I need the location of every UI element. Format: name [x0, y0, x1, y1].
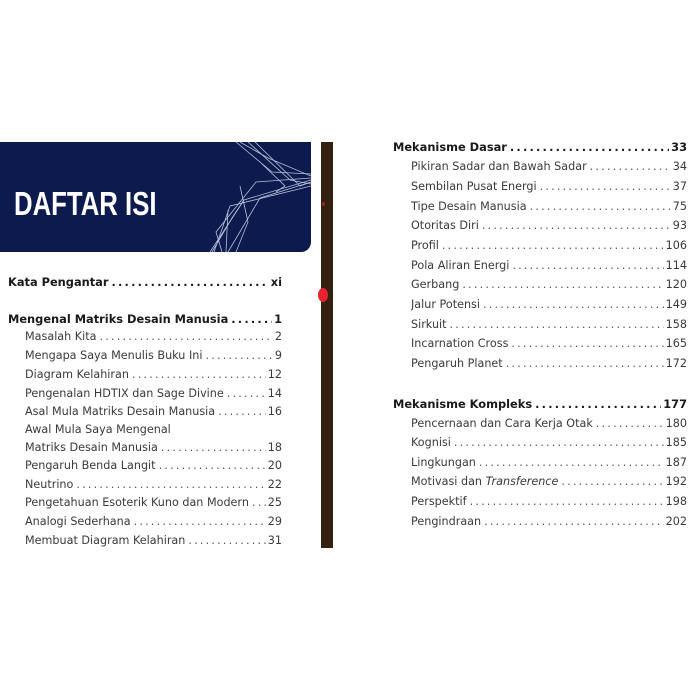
- leader-dots: [511, 336, 663, 352]
- toc-entry-label: Pengaruh Planet: [411, 357, 503, 370]
- toc-entry-page: 31: [267, 534, 282, 547]
- leader-dots: [470, 494, 664, 510]
- toc-entry-label: Pengenalan HDTIX dan Sage Divine: [25, 387, 224, 400]
- toc-entry-label: Sirkuit: [411, 318, 447, 331]
- leader-dots: [442, 238, 664, 254]
- toc-entry-page: 187: [665, 456, 687, 469]
- page-title: DAFTAR ISI: [14, 185, 157, 222]
- toc-entry[interactable]: [411, 336, 687, 352]
- toc-entry[interactable]: [411, 218, 687, 234]
- toc-entry-page: 106: [665, 239, 687, 252]
- toc-entry-page: 93: [672, 219, 687, 232]
- leader-dots: [450, 317, 664, 333]
- toc-entry-label: Kognisi: [411, 436, 451, 449]
- toc-entry-page: 18: [267, 441, 282, 454]
- leader-dots: [218, 404, 266, 420]
- toc-entry[interactable]: [25, 477, 282, 493]
- toc-entry-label: Gerbang: [411, 278, 460, 291]
- toc-entry[interactable]: [25, 495, 282, 511]
- toc-entry-label: Mengapa Saya Menulis Buku Ini: [25, 349, 203, 362]
- toc-entry-page: 172: [665, 357, 687, 370]
- toc-entry[interactable]: [25, 367, 282, 383]
- leader-dots: [76, 477, 265, 493]
- toc-entry-page: 180: [665, 417, 687, 430]
- toc-entry[interactable]: [25, 440, 282, 456]
- toc-entry[interactable]: [411, 494, 687, 510]
- leader-dots: [596, 416, 664, 432]
- toc-entry-page: 16: [267, 405, 282, 418]
- leader-dots: [512, 258, 663, 274]
- toc-entry-page: 114: [665, 259, 687, 272]
- leader-dots: [227, 386, 266, 402]
- toc-entry-page: 2: [274, 330, 282, 343]
- toc-entry-heading[interactable]: [8, 274, 282, 290]
- toc-entry-page: 202: [665, 515, 687, 528]
- spine-red-marker-icon: [318, 288, 328, 302]
- leader-dots: [188, 533, 265, 549]
- leader-dots: [454, 435, 664, 451]
- leader-dots: [161, 440, 266, 456]
- leader-dots: [540, 179, 671, 195]
- toc-entry[interactable]: [25, 514, 282, 530]
- toc-entry[interactable]: [411, 474, 687, 490]
- toc-entry[interactable]: [25, 458, 282, 474]
- toc-entry-heading[interactable]: [8, 311, 282, 327]
- toc-entry-page: 192: [665, 475, 687, 488]
- toc-entry-label: [411, 474, 558, 490]
- toc-entry[interactable]: [411, 356, 687, 372]
- toc-entry-page: 185: [665, 436, 687, 449]
- toc-entry-label: Sembilan Pusat Energi: [411, 180, 537, 193]
- toc-entry[interactable]: [411, 258, 687, 274]
- toc-entry[interactable]: [411, 277, 687, 293]
- toc-entry-label-prefix: Motivasi dan: [411, 475, 486, 488]
- toc-entry-page: 20: [267, 459, 282, 472]
- toc-entry[interactable]: [25, 329, 282, 345]
- toc-entry-page: 22: [267, 478, 282, 491]
- toc-entry[interactable]: [25, 386, 282, 402]
- leader-dots: [205, 348, 272, 364]
- toc-entry-page: 12: [267, 368, 282, 381]
- toc-entry-label: Mekanisme Dasar: [393, 140, 507, 154]
- toc-entry-label: Perspektif: [411, 495, 467, 508]
- toc-entry[interactable]: [411, 435, 687, 451]
- leader-dots: [132, 367, 266, 383]
- toc-entry[interactable]: [411, 179, 687, 195]
- toc-entry[interactable]: [411, 416, 687, 432]
- toc-entry[interactable]: [411, 159, 687, 175]
- leader-dots: [530, 199, 671, 215]
- toc-entry-heading[interactable]: [393, 396, 687, 412]
- toc-entry-page: 198: [665, 495, 687, 508]
- toc-entry-label: Profil: [411, 239, 439, 252]
- toc-entry[interactable]: [411, 199, 687, 215]
- toc-entry-label: Kata Pengantar: [8, 275, 109, 289]
- leader-dots: [100, 329, 273, 345]
- leader-dots: [484, 514, 664, 530]
- leader-dots: [462, 277, 663, 293]
- toc-entry-label: Asal Mula Matriks Desain Manusia: [25, 405, 216, 418]
- leader-dots: [483, 297, 664, 313]
- toc-entry-page: 33: [671, 140, 687, 154]
- toc-entry[interactable]: [411, 297, 687, 313]
- toc-entry-page: 9: [274, 349, 282, 362]
- toc-entry-page: 29: [267, 515, 282, 528]
- toc-entry-page: 25: [267, 496, 282, 509]
- toc-entry-page: 120: [665, 278, 687, 291]
- toc-entry-label: Pengindraan: [411, 515, 482, 528]
- toc-entry-page: xi: [270, 275, 282, 289]
- toc-entry[interactable]: [25, 348, 282, 364]
- toc-entry-label: Diagram Kelahiran: [25, 368, 129, 381]
- toc-entry-heading[interactable]: [393, 139, 687, 155]
- toc-entry[interactable]: [411, 317, 687, 333]
- toc-entry-page: 158: [665, 318, 687, 331]
- toc-entry[interactable]: [25, 533, 282, 549]
- toc-entry-label: Matriks Desain Manusia: [25, 441, 158, 454]
- toc-entry-label: Pengetahuan Esoterik Kuno dan Modern: [25, 496, 249, 509]
- leader-dots: [252, 495, 266, 511]
- toc-entry[interactable]: [411, 455, 687, 471]
- leader-dots: [479, 455, 664, 471]
- toc-entry-page: 14: [267, 387, 282, 400]
- leader-dots: [535, 396, 661, 412]
- leader-dots: [159, 458, 266, 474]
- leader-dots: [590, 159, 671, 175]
- toc-entry-wrapped-line[interactable]: [25, 422, 282, 438]
- toc-header-banner: [0, 142, 311, 252]
- toc-entry-page: 165: [665, 337, 687, 350]
- toc-entry-label: Mengenal Matriks Desain Manusia: [8, 312, 229, 326]
- toc-entry-page: 149: [665, 298, 687, 311]
- toc-entry-label: Lingkungan: [411, 456, 476, 469]
- toc-entry-label: Pola Aliran Energi: [411, 259, 510, 272]
- toc-entry-label: Pikiran Sadar dan Bawah Sadar: [411, 160, 587, 173]
- spine-mark: [322, 202, 325, 206]
- leader-dots: [482, 218, 671, 234]
- leader-dots: [561, 474, 663, 490]
- leader-dots: [112, 274, 269, 290]
- toc-entry-label: Incarnation Cross: [411, 337, 509, 350]
- toc-entry-page: 1: [274, 312, 282, 326]
- toc-entry-label: Masalah Kita: [25, 330, 97, 343]
- toc-entry-label: Pencernaan dan Cara Kerja Otak: [411, 417, 593, 430]
- toc-entry-label: Awal Mula Saya Mengenal: [25, 423, 171, 436]
- toc-entry-page: 75: [672, 200, 687, 213]
- leader-dots: [510, 139, 669, 155]
- toc-entry-label: Membuat Diagram Kelahiran: [25, 534, 186, 547]
- toc-entry-label: Otoritas Diri: [411, 219, 479, 232]
- leader-dots: [134, 514, 266, 530]
- toc-entry-label: Mekanisme Kompleks: [393, 397, 533, 411]
- toc-entry[interactable]: [25, 404, 282, 420]
- leader-dots: [506, 356, 664, 372]
- toc-entry-label: Neutrino: [25, 478, 74, 491]
- leader-dots: [231, 311, 272, 327]
- toc-entry-label: Pengaruh Benda Langit: [25, 459, 156, 472]
- toc-entry-label: Jalur Potensi: [411, 298, 480, 311]
- toc-entry-page: 37: [672, 180, 687, 193]
- toc-entry[interactable]: [411, 514, 687, 530]
- toc-entry-page: 34: [672, 160, 687, 173]
- toc-entry-page: 177: [663, 397, 687, 411]
- toc-entry[interactable]: [411, 238, 687, 254]
- toc-entry-label: Tipe Desain Manusia: [411, 200, 527, 213]
- toc-entry-label-italic: Transference: [485, 475, 559, 488]
- toc-entry-label: Analogi Sederhana: [25, 515, 131, 528]
